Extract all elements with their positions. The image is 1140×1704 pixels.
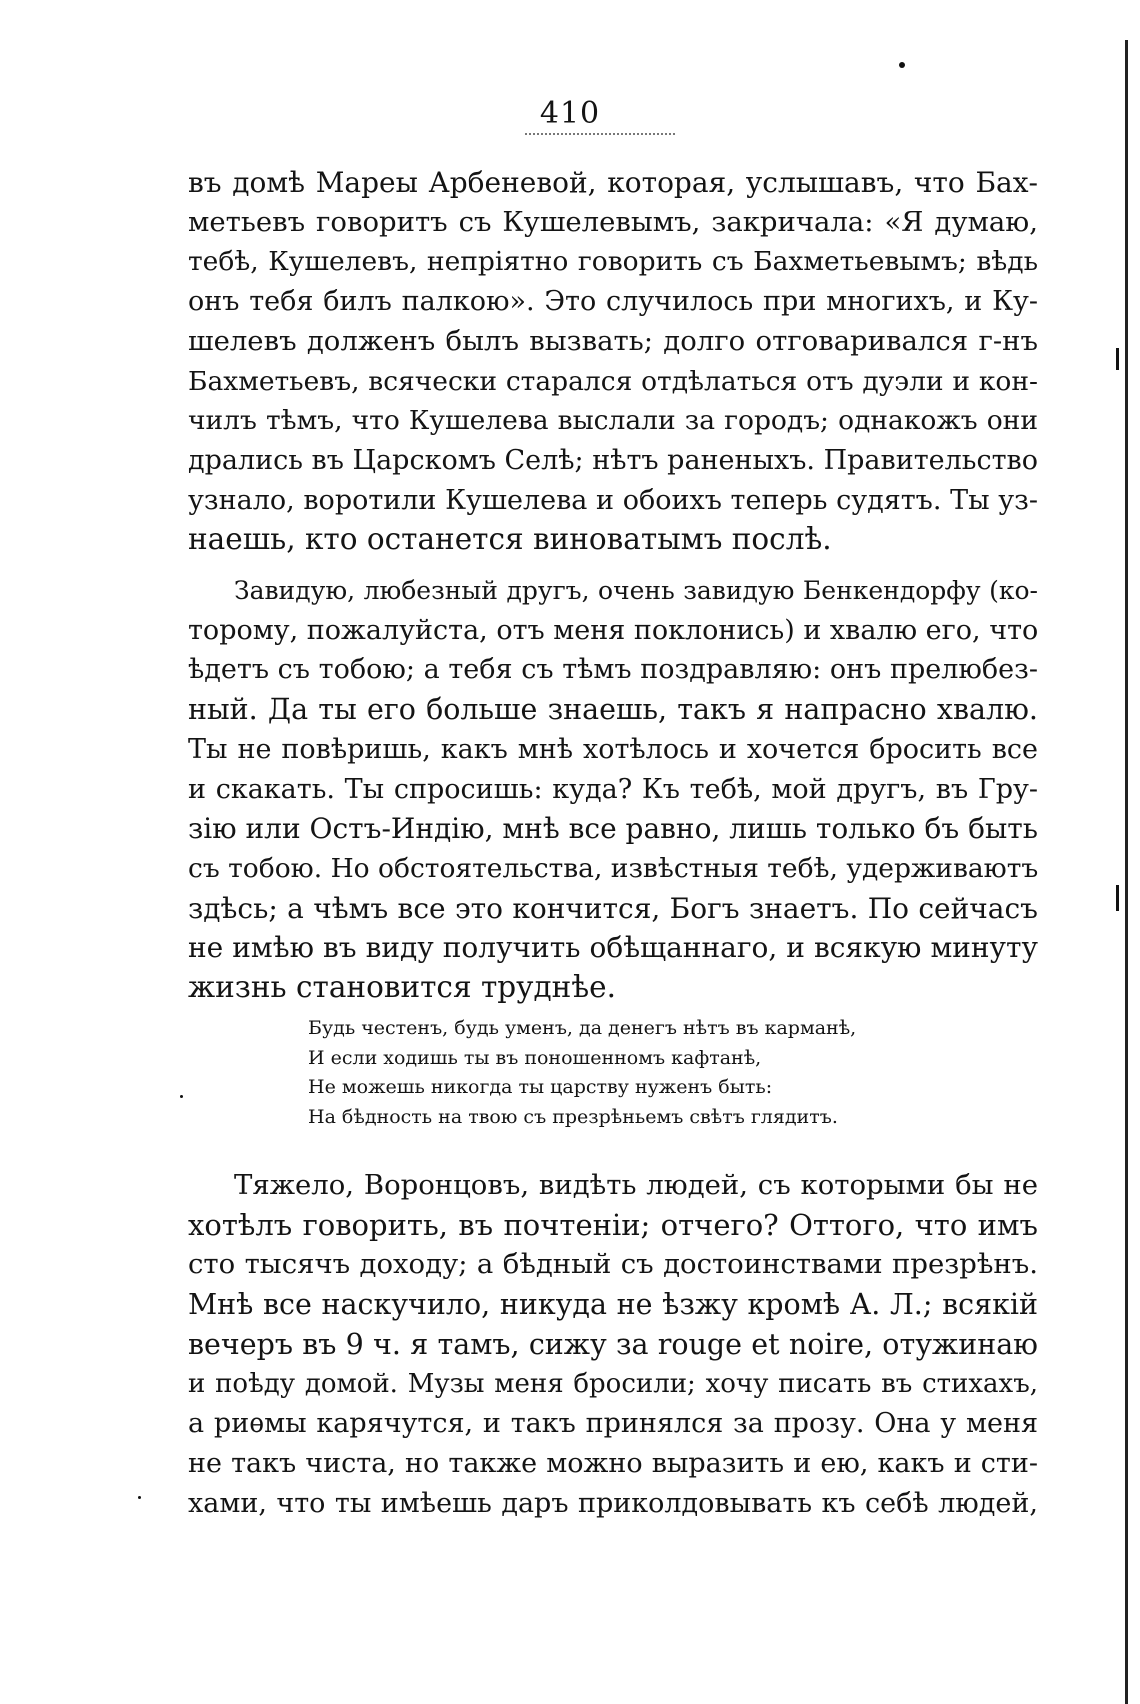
text-line: Мнѣ все наскучило, никуда не ѣзжу кромѣ А. Л.; всякій xyxy=(188,1288,1038,1322)
header-rule xyxy=(525,133,675,135)
text-line: съ тобою. Но обстоятельства, извѣстныя тебѣ, удерживаютъ xyxy=(188,852,1039,884)
ink-speck xyxy=(899,62,905,68)
text-line: хами, что ты имѣешь даръ приколдовывать къ себѣ людей, xyxy=(188,1487,1038,1519)
text-line: не такъ чиста, но также можно выразить и ею, какъ и сти- xyxy=(188,1447,1038,1479)
text-line: жизнь становится труднѣе. xyxy=(188,970,616,1005)
poem-line: И если ходишь ты въ поношенномъ кафтанѣ, xyxy=(308,1046,762,1069)
text-line: узнало, воротили Кушелева и обоихъ теперь судятъ. Ты уз- xyxy=(188,484,1038,516)
text-line: торому, пожалуйста, отъ меня поклонись) и хвалю его, что xyxy=(188,614,1039,646)
text-line: чилъ тѣмъ, что Кушелева выслали за городъ; однакожъ они xyxy=(188,405,1038,437)
paragraph-3 xyxy=(188,1166,1038,1523)
text-line: и поѣду домой. Музы меня бросили; хочу писать въ стихахъ, xyxy=(188,1368,1038,1399)
text-line: здѣсь; а чѣмъ все это кончится, Богъ знаетъ. По сейчасъ xyxy=(188,891,1038,925)
poem-line: Не можешь никогда ты царству нуженъ быть: xyxy=(308,1076,773,1098)
text-line: Тяжело, Воронцовъ, видѣть людей, съ которыми бы не xyxy=(234,1169,1038,1201)
text-line: Ты не повѣришь, какъ мнѣ хотѣлось и хочется бросить все xyxy=(188,733,1038,765)
page-edge-line xyxy=(1125,40,1128,1704)
page-edge-tick xyxy=(1116,885,1119,911)
text-line: Завидую, любезный другъ, очень завидую Бенкендорфу (ко- xyxy=(234,576,1038,605)
text-line: ѣдетъ съ тобою; а тебя съ тѣмъ поздравляю: онъ прелюбез- xyxy=(188,654,1038,686)
text-line: тебѣ, Кушелевъ, непріятно говорить съ Бахметьевымъ; вѣдь xyxy=(188,246,1038,278)
page-number: 410 xyxy=(539,96,601,131)
text-line: хотѣлъ говорить, въ почтеніи; отчего? Оттого, что имъ xyxy=(188,1207,1038,1242)
text-line: зію или Остъ-Индію, мнѣ все равно, лишь только бъ быть xyxy=(188,812,1038,846)
ink-speck xyxy=(138,1496,141,1499)
paragraph-1 xyxy=(188,163,1038,560)
poem-line: На бѣдность на твою съ презрѣньемъ свѣтъ глядитъ. xyxy=(308,1105,838,1128)
text-line: шелевъ долженъ былъ вызвать; долго отговаривался г-нъ xyxy=(188,324,1038,357)
text-line: вечеръ въ 9 ч. я тамъ, сижу за rouge et noire, отужинаю xyxy=(188,1327,1038,1361)
page-edge-tick xyxy=(1116,348,1119,370)
text-line: а риѳмы карячутся, и такъ принялся за прозу. Она у меня xyxy=(188,1408,1038,1440)
text-line: дрались въ Царскомъ Селѣ; нѣтъ раненыхъ. Правительство xyxy=(188,444,1038,476)
text-line: наешь, кто останется виноватымъ послѣ. xyxy=(188,522,832,557)
ink-speck xyxy=(180,1095,183,1098)
paragraph-2 xyxy=(188,571,1038,1008)
text-line: и скакать. Ты спросишь: куда? Къ тебѣ, мой другъ, въ Гру- xyxy=(188,773,1038,805)
text-line: метьевъ говоритъ съ Кушелевымъ, закричала: «Я думаю, xyxy=(188,205,1038,238)
poem-line: Будь честенъ, будь уменъ, да денегъ нѣтъ въ карманѣ, xyxy=(308,1017,857,1039)
text-line: Бахметьевъ, всячески старался отдѣлаться отъ дуэли и кон- xyxy=(188,365,1038,397)
text-line: сто тысячъ доходу; а бѣдный съ достоинствами презрѣнъ. xyxy=(188,1248,1038,1281)
text-line: въ домѣ Мареы Арбеневой, которая, услышавъ, что Бах- xyxy=(188,166,1038,199)
poem-quotation xyxy=(308,1014,856,1132)
text-line: онъ тебя билъ палкою». Это случилось при многихъ, и Ку- xyxy=(188,286,1038,318)
text-line: не имѣю въ виду получить обѣщаннаго, и всякую минуту xyxy=(188,931,1038,965)
text-line: ный. Да ты его больше знаешь, такъ я напрасно хвалю. xyxy=(188,693,1038,727)
